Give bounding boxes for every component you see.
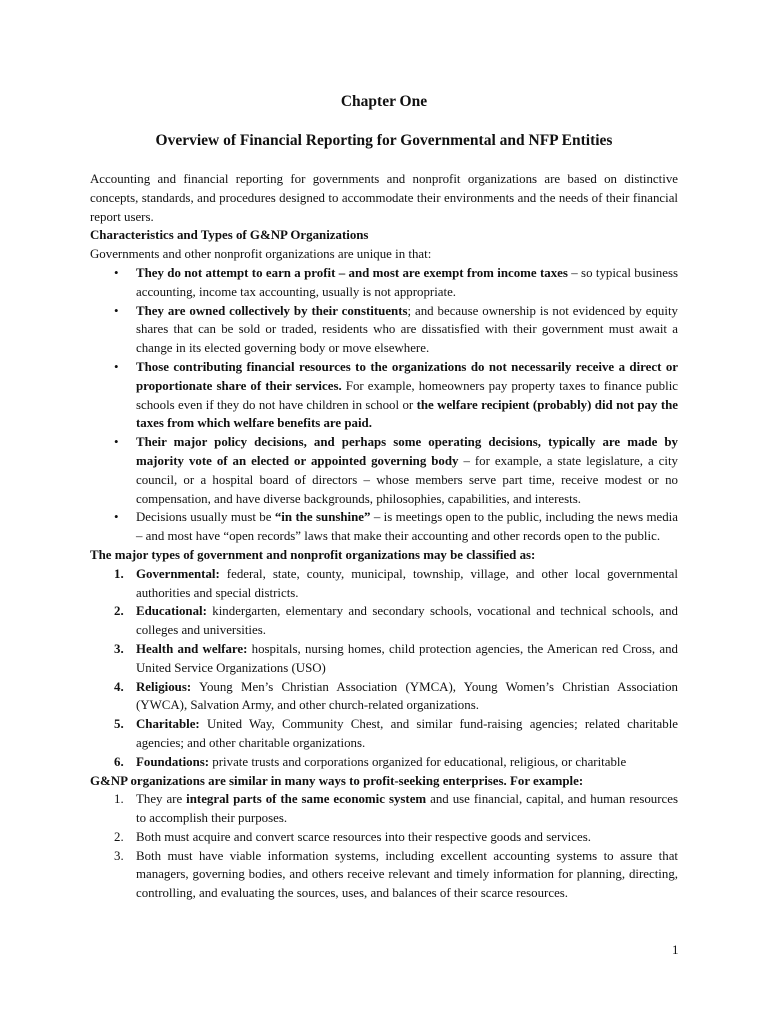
types-heading: The major types of government and nonprofit organizations may be classified as: bbox=[90, 547, 536, 562]
types-list bbox=[90, 565, 678, 772]
characteristics-list bbox=[90, 264, 678, 546]
list-item: • They are owned collectively by their constituents; and because ownership is not evidenced by equity shares that can be sold or traded, residents who are dissatisfied with their government must await a change in its elected governing body or move elsewhere. bbox=[114, 303, 678, 356]
list-item: • Decisions usually must be “in the sunshine” – is meetings open to the public, including the news media – and most have “open records” laws that make their accounting and other records open to the public. bbox=[114, 510, 678, 544]
intro-paragraph: Accounting and financial reporting for governments and nonprofit organizations are based on distinctive concepts, standards, and procedures designed to accommodate their environments and the needs of their financial report users. bbox=[90, 172, 678, 224]
document-page bbox=[90, 92, 678, 903]
list-item: 1. They are integral parts of the same economic system and use financial, capital, and human resources to accomplish their purposes. bbox=[114, 792, 678, 826]
list-item: 5. Charitable: United Way, Community Chest, and similar fund-raising agencies; related charitable agencies; and other charitable organizations. bbox=[114, 717, 678, 750]
list-item: 1. Governmental: federal, state, county, municipal, township, village, and other local governmental authorities and special districts. bbox=[114, 566, 678, 600]
list-item: • Their major policy decisions, and perhaps some operating decisions, typically are made by majority vote of an elected or appointed governing body – for example, a state legislature, a city council, or a hospital board of directors – whose members serve part time, receive modest or no compensation, and have diverse backgrounds, philosophies, capabilities, and interests. bbox=[114, 435, 679, 506]
list-item: 2. Educational: kindergarten, elementary and secondary schools, vocational and technical schools, and colleges and universities. bbox=[114, 604, 678, 638]
chapter-heading: Chapter One bbox=[340, 93, 428, 110]
similarities-list bbox=[90, 790, 678, 903]
bullet-icon: • bbox=[114, 435, 119, 450]
list-item: • They do not attempt to earn a profit – and most are exempt from income taxes – so typical business accounting, income tax accounting, usually is not appropriate. bbox=[114, 265, 678, 299]
bullet-icon: • bbox=[114, 303, 119, 318]
list-item: 3. Health and welfare: hospitals, nursing homes, child protection agencies, the American red Cross, and United Service Organizations (USO) bbox=[114, 641, 678, 675]
similarities-heading: G&NP organizations are similar in many ways to profit-seeking enterprises. For example: bbox=[90, 773, 584, 788]
characteristics-lead: Governments and other nonprofit organizations are unique in that: bbox=[90, 247, 432, 262]
list-item: 6. Foundations: private trusts and corporations organized for educational, religious, or charitable bbox=[114, 754, 627, 769]
bullet-icon: • bbox=[114, 510, 119, 525]
characteristics-heading: Characteristics and Types of G&NP Organizations bbox=[90, 228, 369, 243]
bullet-icon: • bbox=[114, 359, 119, 374]
bullet-icon: • bbox=[114, 265, 119, 280]
list-item: • Those contributing financial resources to the organizations do not necessarily receive a direct or proportionate share of their services. For example, homeowners pay property taxes to finance public schools even if they do not have children in school or the welfare recipient (probably) did not pay the taxes from which welfare benefits are paid. bbox=[114, 359, 678, 431]
document-title: Overview of Financial Reporting for Governmental and NFP Entities bbox=[155, 132, 613, 149]
list-item: 3. Both must have viable information systems, including excellent accounting systems to assure that managers, governing bodies, and others receive relevant and timely information for planning, directing, controlling, and evaluating the sources, uses, and balances of their scarce resources. bbox=[114, 848, 678, 901]
list-item: 4. Religious: Young Men’s Christian Association (YMCA), Young Women’s Christian Association (YWCA), Salvation Army, and other church-related organizations. bbox=[114, 679, 678, 713]
list-item: 2. Both must acquire and convert scarce resources into their respective goods and services. bbox=[114, 829, 591, 844]
page-number: 1 bbox=[672, 942, 679, 957]
